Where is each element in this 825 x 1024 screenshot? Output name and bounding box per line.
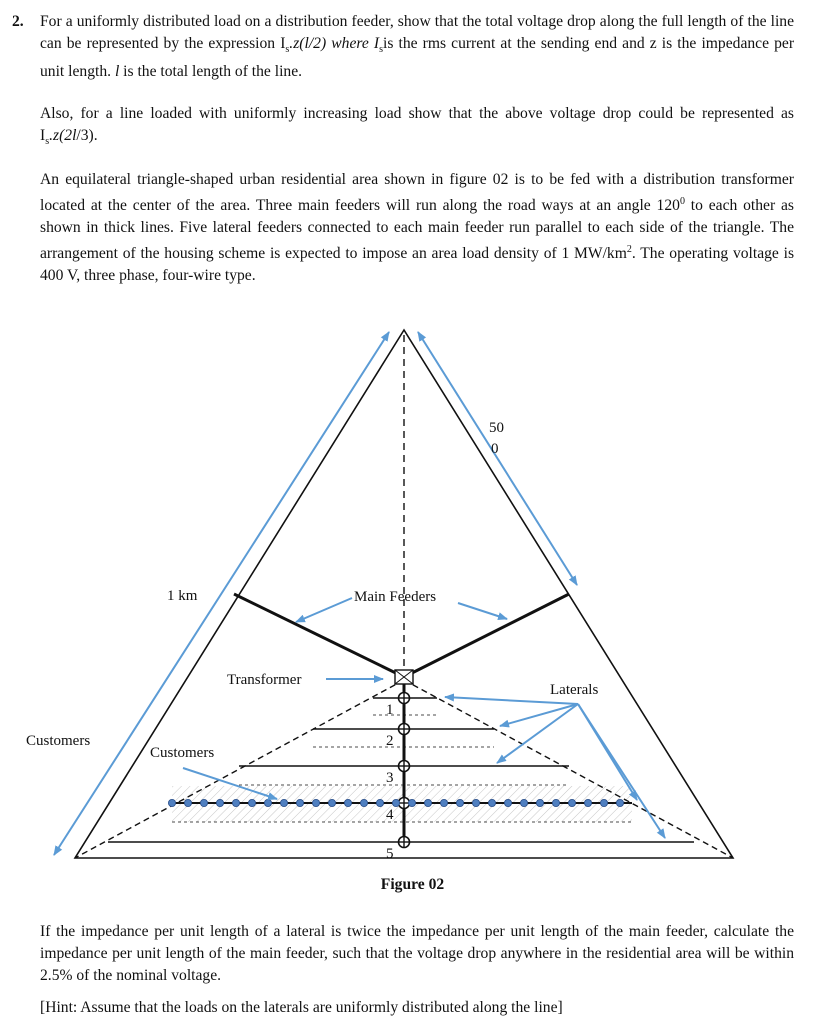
one-km-label: 1 km bbox=[167, 588, 198, 604]
customer-node bbox=[264, 799, 271, 806]
laterals-arrow-1 bbox=[445, 697, 578, 704]
lateral-number-1: 1 bbox=[386, 702, 394, 718]
customer-node bbox=[456, 799, 463, 806]
customer-node bbox=[568, 799, 575, 806]
transformer-icon bbox=[395, 670, 413, 684]
customer-node bbox=[232, 799, 239, 806]
customer-node bbox=[504, 799, 511, 806]
side-length-arrow-left bbox=[54, 332, 389, 855]
customer-node bbox=[344, 799, 351, 806]
paragraph-2: Also, for a line loaded with uniformly increasing load show that the above voltage drop could be represented as $I_s.z(2l/3)$. bbox=[40, 105, 794, 148]
customer-node bbox=[408, 799, 415, 806]
customer-node bbox=[248, 799, 255, 806]
customer-node bbox=[472, 799, 479, 806]
transformer-label: Transformer bbox=[227, 672, 302, 688]
customer-node bbox=[488, 799, 495, 806]
customer-nodes bbox=[168, 799, 623, 806]
customer-node bbox=[376, 799, 383, 806]
paragraph-1: For a uniformly distributed load on a distribution feeder, show that the total voltage drop along the full length of the line can be represented by the expression $I_s.z(l/2)$ where $I_sis$ the rms current at the sending end and z is the impedance per unit length. l is the total length of the line. bbox=[40, 13, 795, 81]
customer-node bbox=[584, 799, 591, 806]
customer-node bbox=[200, 799, 207, 806]
customer-node bbox=[312, 799, 319, 806]
inner-triangle-left-edge bbox=[75, 680, 404, 858]
customer-node bbox=[168, 799, 175, 806]
main-feeder-right bbox=[404, 594, 569, 677]
customer-node bbox=[424, 799, 431, 806]
lateral-number-2: 2 bbox=[386, 733, 394, 749]
lateral-number-3: 3 bbox=[386, 770, 394, 786]
paragraph-5-hint: [Hint: Assume that the loads on the laterals are uniformly distributed along the line] bbox=[40, 999, 563, 1016]
customer-node bbox=[520, 799, 527, 806]
customers-label-left: Customers bbox=[26, 733, 91, 749]
customer-node bbox=[392, 799, 399, 806]
side-length-arrow-right bbox=[418, 332, 577, 585]
main-feeders-arrow-right bbox=[458, 603, 507, 619]
customers-label-inner: Customers bbox=[150, 745, 215, 761]
main-feeders-arrow-left bbox=[296, 598, 352, 622]
paragraph-4: If the impedance per unit length of a lateral is twice the impedance per unit length of the main feeder, calculate the impedance per unit length of the main feeder, such that the voltage drop anywhere in the residential area will be within 2.5% of the nominal voltage. bbox=[40, 923, 794, 984]
laterals-arrow-3 bbox=[497, 704, 578, 763]
main-feeder-left bbox=[234, 594, 404, 677]
customer-node bbox=[616, 799, 623, 806]
lateral-number-5: 5 bbox=[386, 846, 394, 862]
customer-node bbox=[296, 799, 303, 806]
question-number: 2. bbox=[12, 13, 24, 30]
side-length-label-line1: 50 bbox=[489, 420, 504, 436]
customer-node bbox=[552, 799, 559, 806]
laterals-label: Laterals bbox=[550, 682, 599, 698]
side-length-label-line2: 0 bbox=[491, 441, 499, 457]
customer-node bbox=[216, 799, 223, 806]
figure-caption: Figure 02 bbox=[380, 876, 445, 893]
paragraph-3: An equilateral triangle-shaped urban residential area shown in figure 02 is to be fed with a distribution transformer located at the center of the area. Three main feeders will run along the road ways at an angle $120^0$ to each other as shown in thick lines. Five lateral feeders connected to each main feeder run parallel to each side of the triangle. The arrangement of the housing scheme is expected to impose an area load density of 1 $MW/km^2$. The operating voltage is 400 V, three phase, four-wire type. bbox=[40, 171, 795, 285]
lateral-number-4: 4 bbox=[386, 807, 394, 823]
customer-node bbox=[440, 799, 447, 806]
main-feeders-label: Main Feeders bbox=[354, 589, 437, 605]
customer-node bbox=[600, 799, 607, 806]
customer-node bbox=[280, 799, 287, 806]
laterals-arrow-2 bbox=[500, 704, 578, 726]
customer-node bbox=[328, 799, 335, 806]
customer-node bbox=[184, 799, 191, 806]
customer-node bbox=[360, 799, 367, 806]
customer-node bbox=[536, 799, 543, 806]
